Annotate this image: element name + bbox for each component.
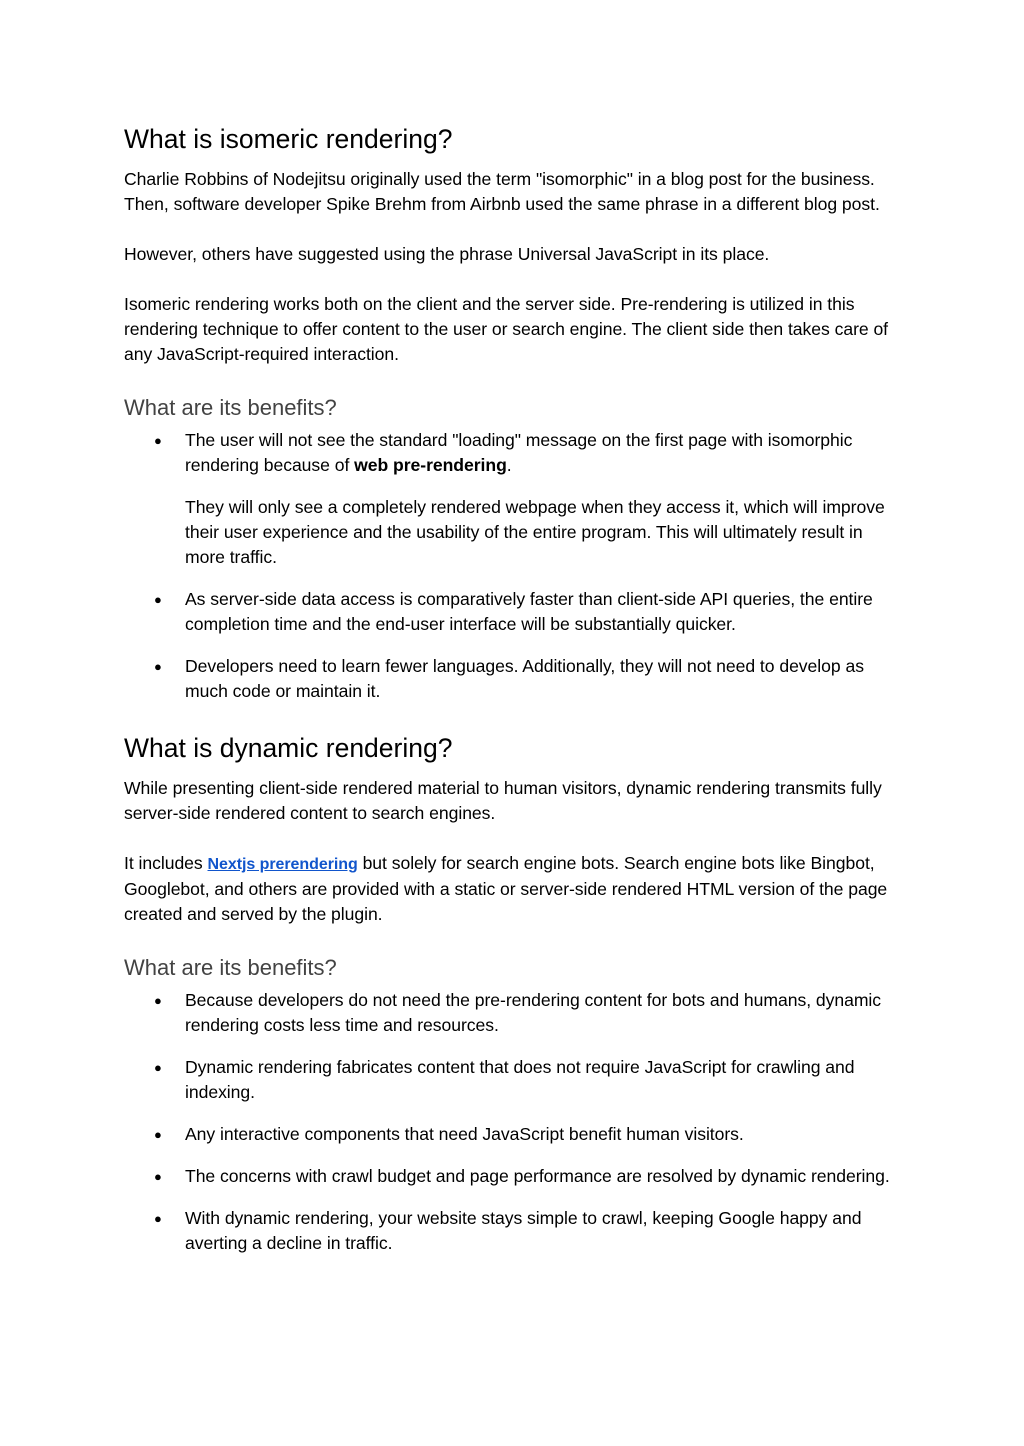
benefit-text: Dynamic rendering fabricates content that does not require JavaScript for crawling and indexing. [185, 1057, 855, 1102]
bullet-icon: ● [154, 433, 162, 448]
list-item [124, 1206, 900, 1256]
paragraph-text: but solely for search engine bots. Search engine bots like Bingbot, Googlebot, and others are provided with a static or server-side rendered HTML version of the page created and served by the plugin. [124, 853, 888, 924]
benefit-text: Any interactive components that need JavaScript benefit human visitors. [185, 1124, 744, 1144]
paragraph-isomeric-how-it-works: Isomeric rendering works both on the client and the server side. Pre-rendering is utilized in this rendering technique to offer content to the user or search engine. The client side then takes care of any JavaScript-required interaction. [124, 294, 889, 364]
benefit-text: The concerns with crawl budget and page performance are resolved by dynamic rendering. [185, 1166, 890, 1186]
bullet-icon: ● [154, 1169, 162, 1184]
document-page [124, 122, 900, 1273]
list-isomeric-benefits [124, 428, 900, 704]
list-dynamic-benefits [124, 988, 900, 1256]
list-item [124, 1164, 900, 1189]
list-item [124, 428, 900, 570]
benefit-text: The user will not see the standard "loading" message on the first page with isomorphic rendering because of [185, 430, 853, 475]
benefit-sub-paragraph: They will only see a completely rendered webpage when they access it, which will improve their user experience and the usability of the entire program. This will ultimately result in more traffic. [185, 497, 885, 567]
bullet-icon: ● [154, 1127, 162, 1142]
subheading-isomeric-benefits: What are its benefits? [124, 395, 337, 420]
nextjs-prerendering-link[interactable]: Nextjs prerendering [207, 856, 358, 873]
bullet-icon: ● [154, 659, 162, 674]
paragraph-isomorphic-origin: Charlie Robbins of Nodejitsu originally used the term "isomorphic" in a blog post for the business. Then, software developer Spike Brehm from Airbnb used the same phrase in a different blog post. [124, 169, 880, 214]
benefit-text: Because developers do not need the pre-rendering content for bots and humans, dynamic rendering costs less time and resources. [185, 990, 882, 1035]
bullet-icon: ● [154, 592, 162, 607]
list-item [124, 1055, 900, 1105]
list-item [124, 1122, 900, 1147]
bullet-icon: ● [154, 993, 162, 1008]
list-item [124, 587, 900, 637]
list-item [124, 988, 900, 1038]
paragraph-dynamic-nextjs [124, 851, 900, 927]
paragraph-dynamic-definition: While presenting client-side rendered material to human visitors, dynamic rendering transmits fully server-side rendered content to search engines. [124, 778, 882, 823]
benefit-text: Developers need to learn fewer languages. Additionally, they will not need to develop as much code or maintain it. [185, 656, 864, 701]
paragraph-text: It includes [124, 853, 208, 873]
list-item [124, 654, 900, 704]
bullet-icon: ● [154, 1211, 162, 1226]
paragraph-universal-javascript: However, others have suggested using the phrase Universal JavaScript in its place. [124, 244, 770, 264]
benefit-text: As server-side data access is comparatively faster than client-side API queries, the entire completion time and the end-user interface will be substantially quicker. [185, 589, 873, 634]
benefit-bold-text: web pre-rendering [354, 455, 507, 475]
subheading-dynamic-benefits: What are its benefits? [124, 955, 337, 980]
benefit-text-end: . [506, 455, 512, 475]
benefit-text: With dynamic rendering, your website stays simple to crawl, keeping Google happy and averting a decline in traffic. [185, 1208, 862, 1253]
bullet-icon: ● [154, 1060, 162, 1075]
heading-isomeric-rendering: What is isomeric rendering? [124, 124, 453, 154]
heading-dynamic-rendering: What is dynamic rendering? [124, 733, 453, 763]
